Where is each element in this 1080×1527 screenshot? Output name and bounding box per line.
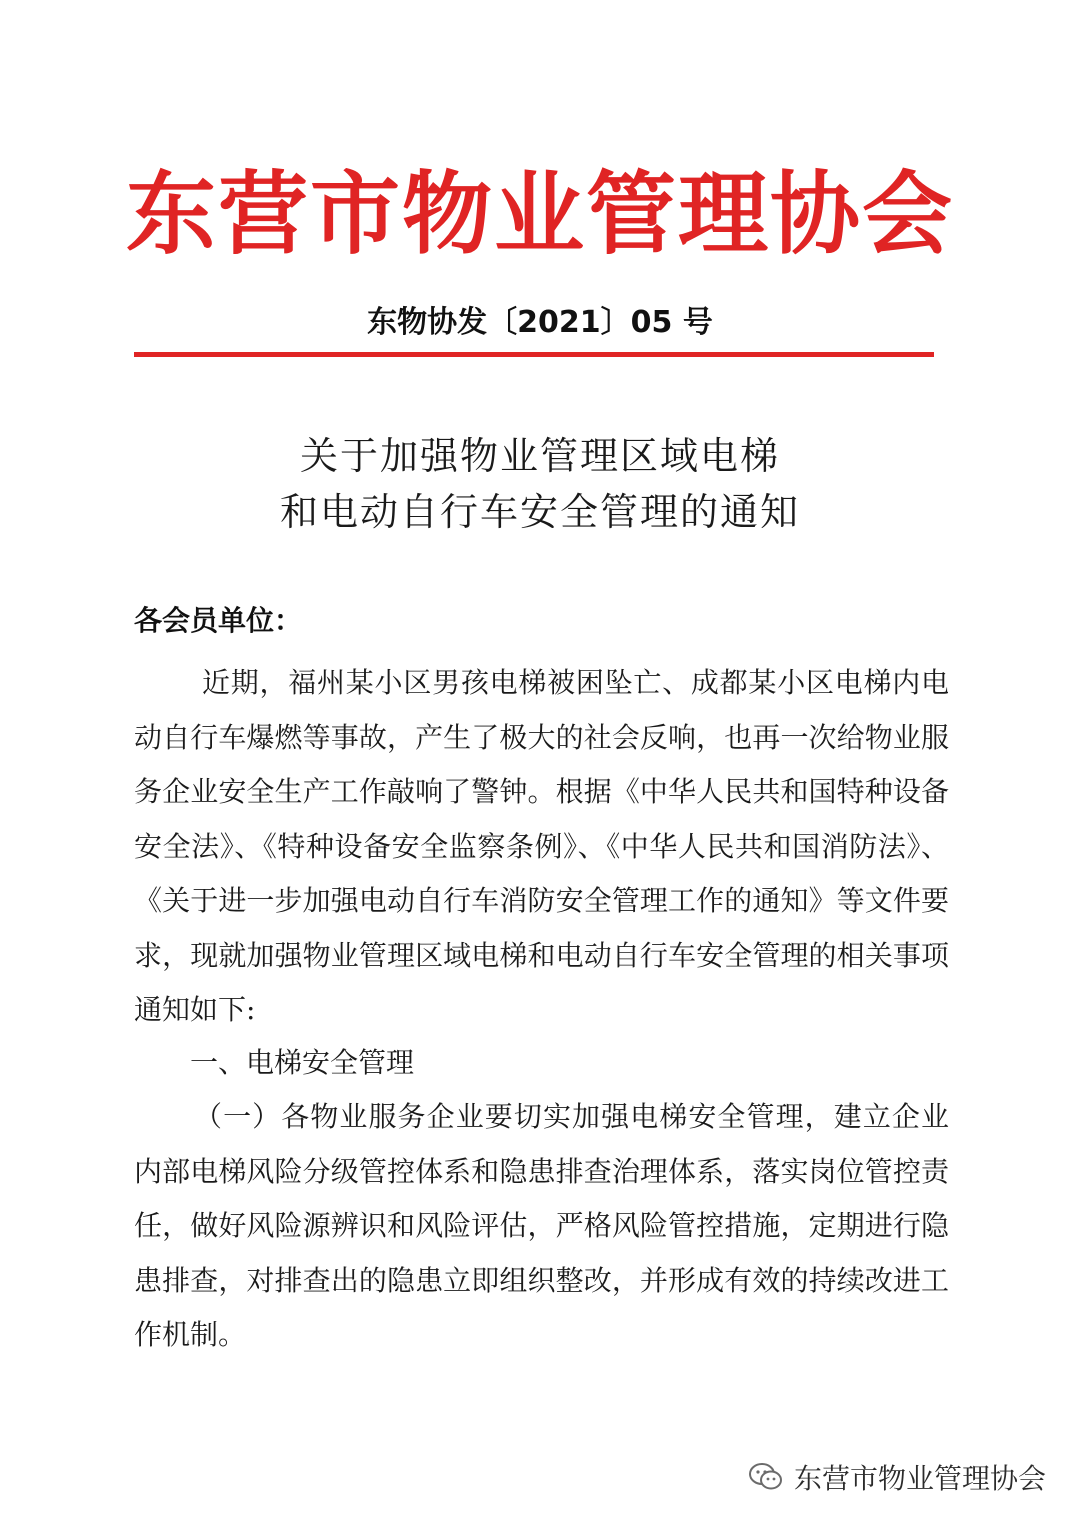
section-1-item-1-paragraph: （一）各物业服务企业要切实加强电梯安全管理，建立企业内部电梯风险分级管控体系和隐患排查治理体系，落实岗位管控责任，做好风险源辨识和风险评估，严格风险管控措施，定期进行隐患排查，对排查出的隐患立即组织整改，并形成有效的持续改进工作机制。 <box>134 1100 949 1351</box>
intro-paragraph: 近期，福州某小区男孩电梯被困坠亡、成都某小区电梯内电动自行车爆燃等事故，产生了极大的社会反响，也再一次给物业服务企业安全生产工作敲响了警钟。根据《中华人民共和国特种设备安全法》、《特种设备安全监察条例》、《中华人民共和国消防法》、《关于进一步加强电动自行车消防安全管理工作的通知》等文件要求，现就加强物业管理区域电梯和电动自行车安全管理的相关事项通知如下: <box>134 666 949 1026</box>
document-title-line-1: 关于加强物业管理区域电梯 <box>299 434 780 478</box>
document-title-line-2: 和电动自行车安全管理的通知 <box>279 490 800 534</box>
document-number: 东物协发〔2021〕05 号 <box>367 305 713 340</box>
wechat-icon <box>748 1462 784 1492</box>
organization-header: 东营市物业管理协会 <box>126 162 954 267</box>
watermark-text: 东营市物业管理协会 <box>793 1462 1046 1495</box>
document-title <box>0 428 1080 540</box>
wechat-account-watermark <box>748 1457 1046 1497</box>
section-heading-elevator-safety: 一、电梯安全管理 <box>190 1046 415 1079</box>
red-divider-line <box>134 352 934 357</box>
salutation: 各会员单位： <box>134 604 303 637</box>
